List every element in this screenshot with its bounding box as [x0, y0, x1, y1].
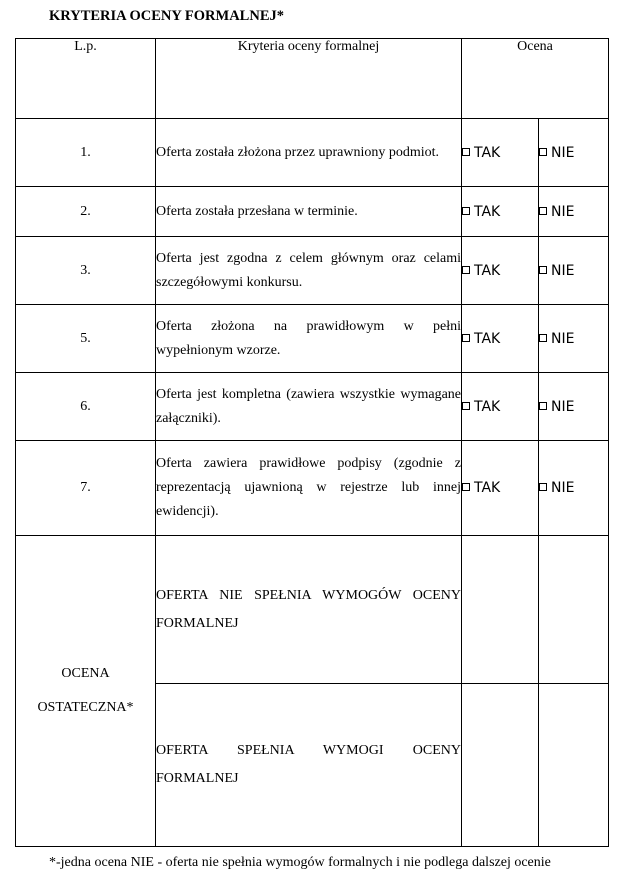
- checkbox-icon: [539, 334, 547, 342]
- final-label-line2: OSTATECZNA*: [37, 700, 134, 715]
- yes-checkbox[interactable]: [462, 373, 539, 441]
- row-number: 3.: [16, 237, 156, 305]
- footnote: *-jedna ocena NIE - oferta nie spełnia wymogów formalnych i nie podlega dalszej ocenie: [49, 855, 551, 870]
- criterion-text: Oferta zawiera prawidłowe podpisy (zgodnie z reprezentacją ujawnioną w rejestrze lub innej ewidencji).: [156, 441, 462, 536]
- document-title: KRYTERIA OCENY FORMALNEJ*: [49, 8, 284, 24]
- row-number: 2.: [16, 187, 156, 237]
- no-checkbox[interactable]: [539, 187, 609, 237]
- no-checkbox[interactable]: [539, 373, 609, 441]
- no-checkbox[interactable]: [539, 441, 609, 536]
- no-label: NIE: [551, 144, 575, 161]
- table-row: [16, 305, 609, 373]
- yes-label: TAK: [474, 262, 501, 279]
- row-number: 1.: [16, 119, 156, 187]
- final-option-pass: OFERTA SPEŁNIA WYMOGI OCENY FORMALNEJ: [156, 684, 462, 847]
- checkbox-icon: [462, 266, 470, 274]
- checkbox-icon: [539, 207, 547, 215]
- checkbox-icon: [539, 266, 547, 274]
- final-option-fail: OFERTA NIE SPEŁNIA WYMOGÓW OCENY FORMALNEJ: [156, 536, 462, 684]
- checkbox-icon: [462, 148, 470, 156]
- no-checkbox[interactable]: [539, 305, 609, 373]
- final-fail-cell-b[interactable]: [539, 536, 609, 684]
- yes-checkbox[interactable]: [462, 237, 539, 305]
- no-label: NIE: [551, 330, 575, 347]
- criterion-text: Oferta jest kompletna (zawiera wszystkie wymagane załączniki).: [156, 373, 462, 441]
- criteria-table: [15, 38, 609, 847]
- yes-checkbox[interactable]: [462, 305, 539, 373]
- criterion-text: Oferta jest zgodna z celem głównym oraz celami szczegółowymi konkursu.: [156, 237, 462, 305]
- yes-label: TAK: [474, 144, 501, 161]
- yes-label: TAK: [474, 203, 501, 220]
- final-rating-row-fail: [16, 536, 609, 684]
- yes-label: TAK: [474, 398, 501, 415]
- checkbox-icon: [462, 334, 470, 342]
- table-row: [16, 237, 609, 305]
- no-label: NIE: [551, 262, 575, 279]
- header-rating: Ocena: [462, 39, 609, 119]
- criterion-text: Oferta złożona na prawidłowym w pełni wypełnionym wzorze.: [156, 305, 462, 373]
- yes-checkbox[interactable]: [462, 119, 539, 187]
- yes-label: TAK: [474, 330, 501, 347]
- yes-checkbox[interactable]: [462, 441, 539, 536]
- checkbox-icon: [539, 402, 547, 410]
- no-checkbox[interactable]: [539, 237, 609, 305]
- row-number: 5.: [16, 305, 156, 373]
- no-label: NIE: [551, 480, 575, 496]
- table-row: [16, 373, 609, 441]
- no-checkbox[interactable]: [539, 119, 609, 187]
- final-label-line1: OCENA: [61, 666, 110, 681]
- yes-checkbox[interactable]: [462, 187, 539, 237]
- row-number: 7.: [16, 441, 156, 536]
- checkbox-icon: [462, 483, 470, 491]
- final-pass-cell-a[interactable]: [462, 684, 539, 847]
- checkbox-icon: [462, 207, 470, 215]
- checkbox-icon: [539, 483, 547, 491]
- final-rating-label: [16, 536, 156, 847]
- header-lp: L.p.: [16, 39, 156, 119]
- criterion-text: Oferta została złożona przez uprawniony podmiot.: [156, 119, 462, 187]
- criterion-text: Oferta została przesłana w terminie.: [156, 187, 462, 237]
- table-row: [16, 441, 609, 536]
- checkbox-icon: [462, 402, 470, 410]
- header-criteria: Kryteria oceny formalnej: [156, 39, 462, 119]
- checkbox-icon: [539, 148, 547, 156]
- yes-label: TAK: [474, 480, 501, 496]
- final-fail-cell-a[interactable]: [462, 536, 539, 684]
- table-header-row: [16, 39, 609, 119]
- table-row: [16, 187, 609, 237]
- final-pass-cell-b[interactable]: [539, 684, 609, 847]
- table-row: [16, 119, 609, 187]
- no-label: NIE: [551, 398, 575, 415]
- no-label: NIE: [551, 203, 575, 220]
- row-number: 6.: [16, 373, 156, 441]
